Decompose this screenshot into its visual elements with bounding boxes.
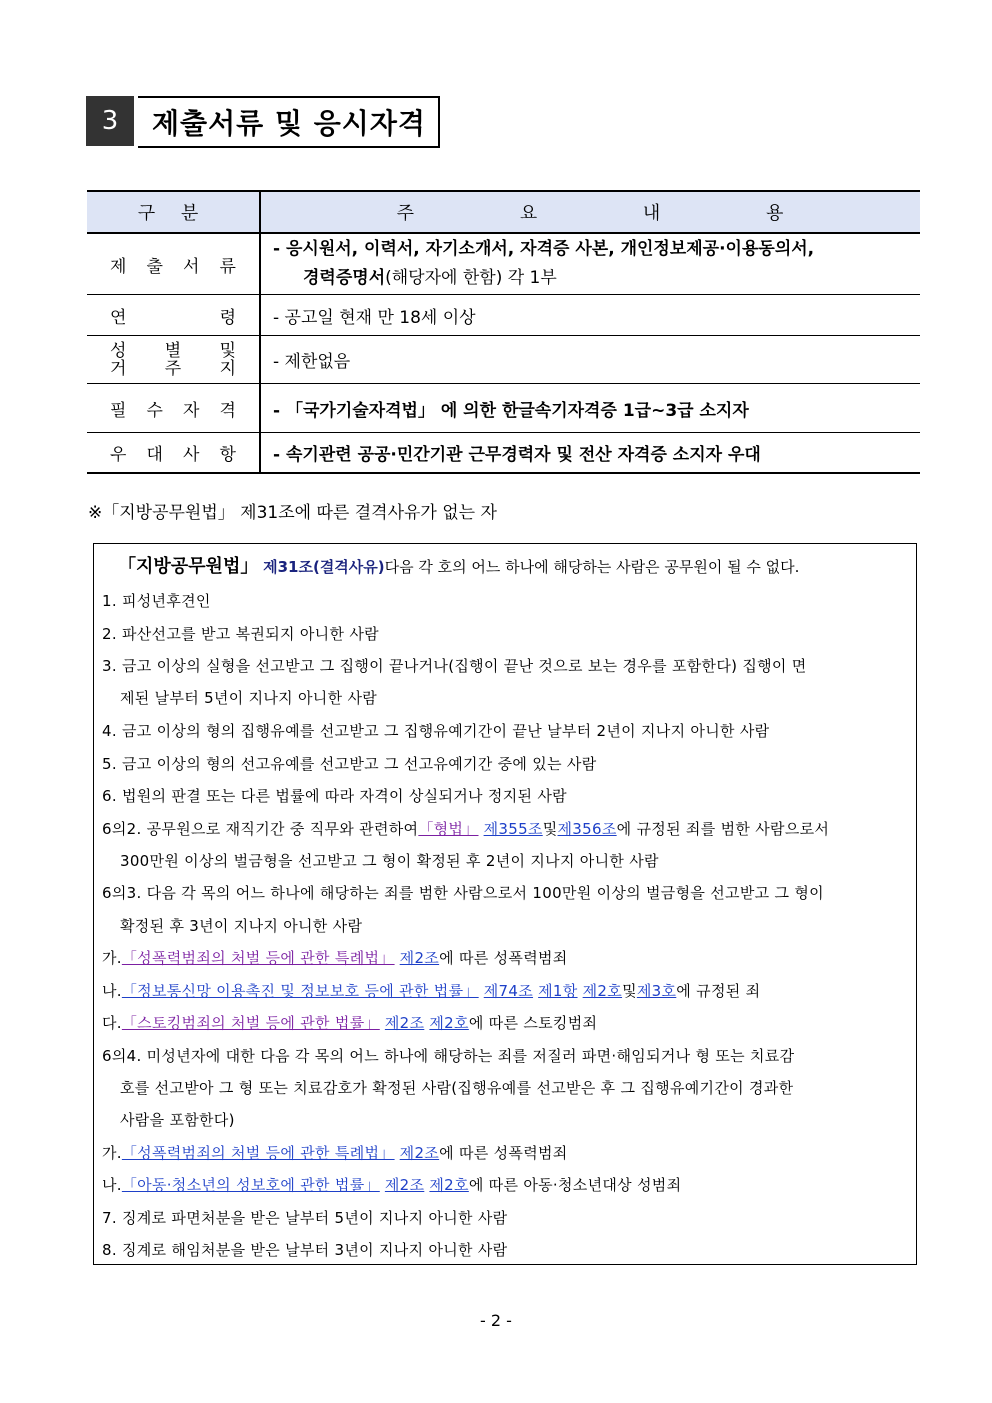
page-number: - 2 - — [480, 1311, 512, 1330]
law-link[interactable]: 제355조 — [483, 820, 543, 838]
law-item-6-2-cont: 300만원 이상의 벌금형을 선고받고 그 형이 확정된 후 2년이 지나지 아니한 사람 — [120, 852, 659, 870]
row-label-gender-residence: 성 별 및 거 주 지 — [87, 336, 260, 384]
law-item-6: 6. 법원의 판결 또는 다른 법률에 따라 자격이 상실되거나 정지된 사람 — [102, 787, 567, 805]
law-link[interactable]: 제2조 — [384, 1176, 425, 1194]
law-link[interactable]: 「성폭력범죄의 처벌 등에 관한 특례법」 — [121, 1144, 395, 1162]
law-item-6-3-da: 다.「스토킹범죄의 처벌 등에 관한 법률」 제2조 제2호에 따른 스토킹범죄 — [102, 1014, 598, 1032]
law-link[interactable]: 제1항 — [538, 982, 578, 1000]
law-item-7: 7. 징계로 파면처분을 받은 날부터 5년이 지나지 아니한 사람 — [102, 1209, 508, 1227]
law-item-6-3: 6의3. 다음 각 목의 어느 하나에 해당하는 죄를 범한 사람으로서 100만원 이상의 벌금형을 선고받고 그 형이 — [102, 884, 824, 902]
table-row — [87, 233, 920, 295]
table-header-row — [87, 191, 920, 233]
law-link[interactable]: 「성폭력범죄의 처벌 등에 관한 특례법」 — [121, 949, 395, 967]
law-link[interactable]: 제2조 — [399, 1144, 440, 1162]
law-item-4: 4. 금고 이상의 형의 집행유예를 선고받고 그 집행유예기간이 끝난 날부터 2년이 지나지 아니한 사람 — [102, 722, 770, 740]
section-title: 제출서류 및 응시자격 — [138, 96, 440, 148]
law-item-6-3-cont: 확정된 후 3년이 지나지 아니한 사람 — [120, 917, 363, 935]
row-label-required-qualification: 필 수 자 격 — [87, 384, 260, 433]
table-row — [87, 336, 920, 384]
row-value-gender-residence: - 제한없음 — [260, 336, 920, 384]
row-value-age: - 공고일 현재 만 18세 이상 — [260, 295, 920, 336]
section-number: 3 — [86, 96, 134, 146]
table-row — [87, 295, 920, 336]
header-category: 구 분 — [87, 191, 260, 233]
law-item-6-3-na: 나.「정보통신망 이용촉진 및 정보보호 등에 관한 법률」 제74조 제1항 제2호및제3호에 규정된 죄 — [102, 982, 761, 1000]
law-item-6-4-na: 나.「아동·청소년의 성보호에 관한 법률」 제2조 제2호에 따른 아동·청소년대상 성범죄 — [102, 1176, 682, 1194]
row-value-documents: - 응시원서, 이력서, 자기소개서, 자격증 사본, 개인정보제공·이용동의서, 경력증명서(해당자에 한함) 각 1부 — [260, 233, 920, 295]
law-item-6-4-cont: 호를 선고받아 그 형 또는 치료감호가 확정된 사람(집행유예를 선고받은 후 그 집행유예기간이 경과한 — [120, 1079, 794, 1097]
law-link[interactable]: 제74조 — [483, 982, 534, 1000]
law-item-5: 5. 금고 이상의 형의 선고유예를 선고받고 그 선고유예기간 중에 있는 사람 — [102, 755, 597, 773]
row-label-preference: 우 대 사 항 — [87, 433, 260, 473]
row-value-required-qualification: - 「국가기술자격법」 에 의한 한글속기자격증 1급~3급 소지자 — [260, 384, 920, 433]
law-link[interactable]: 「아동·청소년의 성보호에 관한 법률」 — [121, 1176, 380, 1194]
row-label-documents: 제 출 서 류 — [87, 233, 260, 295]
header-content: 주 요 내 용 — [260, 191, 920, 233]
law-item-8: 8. 징계로 해임처분을 받은 날부터 3년이 지나지 아니한 사람 — [102, 1241, 508, 1259]
law-item-3-cont: 제된 날부터 5년이 지나지 아니한 사람 — [120, 689, 378, 707]
table-row — [87, 433, 920, 473]
law-item-6-4-cont2: 사람을 포함한다) — [120, 1111, 235, 1129]
law-link[interactable]: 제2호 — [582, 982, 623, 1000]
law-link[interactable]: 「정보통신망 이용촉진 및 정보보호 등에 관한 법률」 — [121, 982, 479, 1000]
law-item-3: 3. 금고 이상의 실형을 선고받고 그 집행이 끝나거나(집행이 끝난 것으로 보는 경우를 포함한다) 집행이 면 — [102, 657, 807, 675]
requirements-table — [87, 190, 920, 474]
law-heading: 「지방공무원법」 제31조(결격사유)다음 각 호의 어느 하나에 해당하는 사람은 공무원이 될 수 없다. — [118, 556, 800, 577]
row-value-preference: - 속기관련 공공·민간기관 근무경력자 및 전산 자격증 소지자 우대 — [260, 433, 920, 473]
law-item-6-4-ga: 가.「성폭력범죄의 처벌 등에 관한 특례법」 제2조에 따른 성폭력범죄 — [102, 1144, 568, 1162]
law-link[interactable]: 제3호 — [636, 982, 677, 1000]
law-link[interactable]: 제2조 — [384, 1014, 425, 1032]
law-item-6-3-ga: 가.「성폭력범죄의 처벌 등에 관한 특례법」 제2조에 따른 성폭력범죄 — [102, 949, 568, 967]
law-link[interactable]: 제2조 — [399, 949, 440, 967]
law-link[interactable]: 제2호 — [429, 1176, 469, 1194]
law-excerpt-box — [93, 543, 917, 1265]
law-link[interactable]: 제2호 — [429, 1014, 469, 1032]
law-item-6-2: 6의2. 공무원으로 재직기간 중 직무와 관련하여「형법」 제355조및제356조에 규정된 죄를 범한 사람으로서 — [102, 820, 830, 838]
law-link[interactable]: 제356조 — [557, 820, 617, 838]
law-item-1: 1. 피성년후견인 — [102, 592, 211, 610]
law-item-6-4: 6의4. 미성년자에 대한 다음 각 목의 어느 하나에 해당하는 죄를 저질러 파면·해임되거나 형 또는 치료감 — [102, 1047, 795, 1065]
table-row — [87, 384, 920, 433]
section-header — [86, 96, 440, 148]
disqualification-note: ※「지방공무원법」 제31조에 따른 결격사유가 없는 자 — [88, 503, 497, 523]
law-link[interactable]: 「형법」 — [418, 820, 479, 838]
law-item-2: 2. 파산선고를 받고 복권되지 아니한 사람 — [102, 625, 379, 643]
row-label-age: 연 령 — [87, 295, 260, 336]
law-link[interactable]: 「스토킹범죄의 처벌 등에 관한 법률」 — [121, 1014, 380, 1032]
